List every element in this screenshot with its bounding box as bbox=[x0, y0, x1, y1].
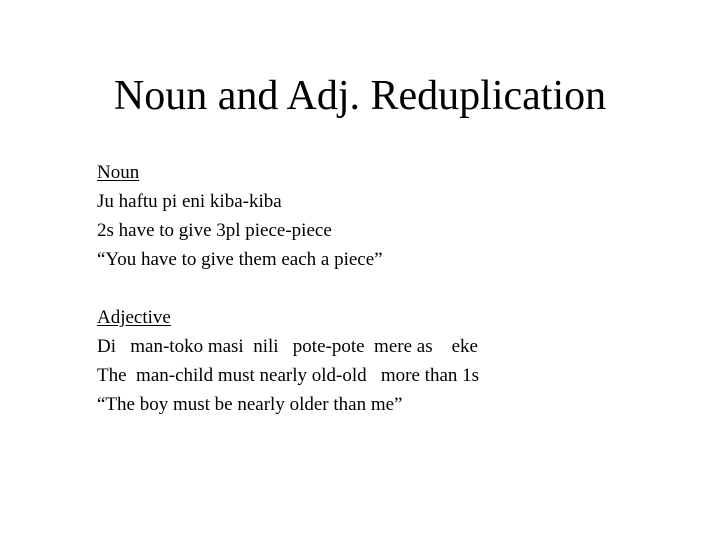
slide-title: Noun and Adj. Reduplication bbox=[113, 73, 607, 119]
adjective-translation: “The boy must be nearly older than me” bbox=[97, 394, 403, 415]
noun-gloss: 2s have to give 3pl piece-piece bbox=[97, 220, 332, 241]
adjective-example: Di man-toko masi nili pote-pote mere as eke bbox=[97, 336, 478, 357]
noun-heading: Noun bbox=[97, 162, 140, 183]
adjective-heading: Adjective bbox=[97, 307, 171, 328]
section-spacer bbox=[97, 274, 479, 303]
noun-translation: “You have to give them each a piece” bbox=[97, 249, 383, 270]
adjective-gloss: The man-child must nearly old-old more than 1s bbox=[97, 365, 480, 386]
slide-body bbox=[97, 158, 479, 419]
noun-example: Ju haftu pi eni kiba-kiba bbox=[97, 191, 282, 212]
